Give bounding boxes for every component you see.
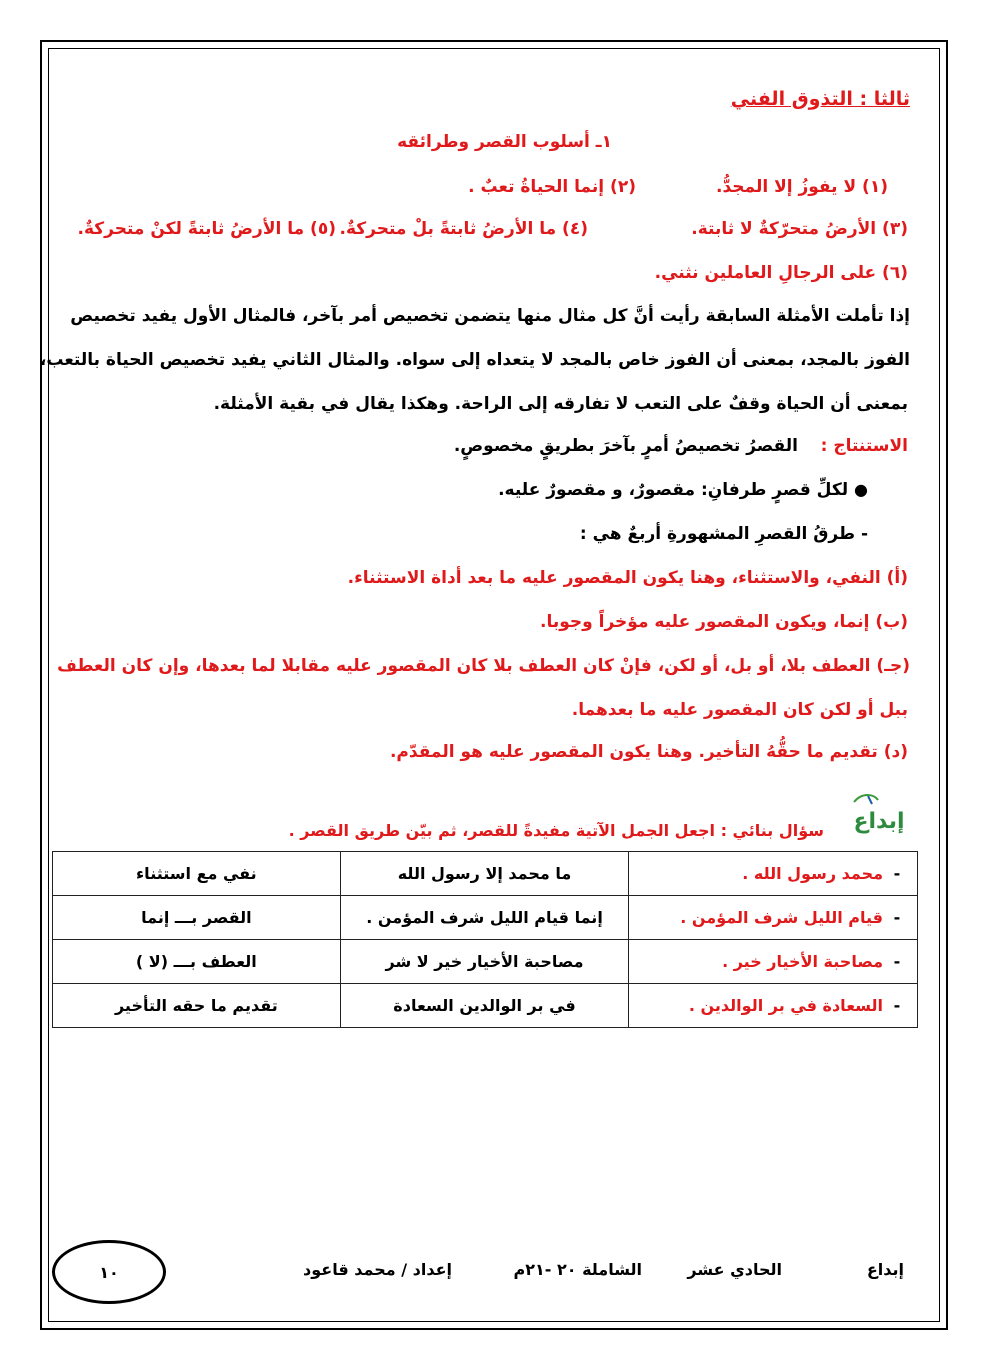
explanation-line-3: بمعنى أن الحياة وقفٌ على التعب لا تفارقه إلى الراحة. وهكذا يقال في بقية الأمثلة. <box>213 394 908 414</box>
table-cell-method: القصر بـــ إنما <box>53 896 341 940</box>
method-b: (ب) إنما، ويكون المقصور عليه مؤخراً وجوبا. <box>540 612 908 632</box>
table-cell-answer: مصاحبة الأخيار خير لا شر <box>340 940 629 984</box>
subsection-title: ١ـ أسلوب القصر وطرائقه <box>397 132 612 152</box>
ibdaa-logo <box>848 790 910 838</box>
method-c-line-2: ببل أو لكن كان المقصور عليه ما بعدهما. <box>571 700 908 720</box>
method-c-line-1: (جـ) العطف بلا، أو بل، أو لكن، فإنْ كان العطف بلا كان المقصور عليه مقابلا لما بعدها، وإن كان العطف <box>57 656 910 676</box>
method-a: (أ) النفي، والاستثناء، وهنا يكون المقصور عليه ما بعد أداة الاستثناء. <box>347 568 908 588</box>
question-text: اجعل الجمل الآتية مفيدةً للقصر، ثم بيّن طريق القصر . <box>288 821 715 840</box>
point-1 <box>498 479 868 501</box>
table-cell-method: تقديم ما حقه التأخير <box>53 984 341 1028</box>
dash-marker: - <box>860 524 868 544</box>
point-1-text: لكلِّ قصرٍ طرفانِ: مقصورٌ، و مقصورٌ عليه. <box>498 480 849 500</box>
table-cell-sentence: -قيام الليل شرف المؤمن . <box>629 896 918 940</box>
example-3: (٣) الأرضُ متحرّكةٌ لا ثابتة. <box>691 219 908 239</box>
point-2 <box>580 523 868 545</box>
example-2: (٢) إنما الحياةُ تعبٌ . <box>468 177 636 197</box>
page-number: ١٠ <box>99 1262 119 1282</box>
question-label: سؤال بنائي : <box>720 821 824 840</box>
table-row <box>53 852 918 896</box>
explanation-line-1: إذا تأملت الأمثلة السابقة رأيت أنَّ كل مثال منها يتضمن تخصيص أمر بآخر، فالمثال الأول يفيد تخصيص <box>70 306 910 326</box>
table-cell-answer: ما محمد إلا رسول الله <box>340 852 629 896</box>
example-4: (٤) ما الأرضُ ثابتةً بلْ متحركةٌ. <box>339 219 588 239</box>
example-6: (٦) على الرجالِ العاملين نثني. <box>654 263 908 283</box>
bullet-dot: ● <box>854 480 868 499</box>
table-row <box>53 896 918 940</box>
table-cell-answer: إنما قيام الليل شرف المؤمن . <box>340 896 629 940</box>
table-row <box>53 940 918 984</box>
footer-edition: الشاملة ٢٠ -٢١م <box>513 1260 642 1279</box>
footer-author: إعداد / محمد قاعود <box>303 1260 452 1279</box>
footer-brand: إبداع <box>866 1260 904 1279</box>
table-cell-sentence: -السعادة في بر الوالدين . <box>629 984 918 1028</box>
conclusion-text: القصرُ تخصيصُ أمرٍ بآخرَ بطريقٍ مخصوصٍ. <box>453 436 798 456</box>
page-number-oval <box>52 1240 166 1304</box>
method-d: (د) تقديم ما حقُّهُ التأخير. وهنا يكون المقصور عليه هو المقدّم. <box>389 742 908 762</box>
table-cell-method: العطف بـــ (لا ) <box>53 940 341 984</box>
table-cell-sentence: -مصاحبة الأخيار خير . <box>629 940 918 984</box>
section-title: ثالثا : التذوق الفني <box>730 88 910 110</box>
example-1: (١) لا يفوزُ إلا المجدُّ. <box>716 177 888 197</box>
point-2-text: طرقُ القصرِ المشهورةِ أربعٌ هي : <box>579 524 856 544</box>
logo-text: إبداع <box>853 809 905 834</box>
explanation-line-2: الفوز بالمجد، بمعنى أن الفوز خاص بالمجد لا يتعداه إلى سواه. والمثال الثاني يفيد تخصيص الحياة بالتعب، <box>39 350 910 370</box>
exercise-table <box>52 851 918 1028</box>
table-row <box>53 984 918 1028</box>
example-5: (٥) ما الأرضُ ثابتةً لكنْ متحركةٌ. <box>77 219 336 239</box>
question <box>289 820 824 842</box>
table-cell-method: نفي مع استثناء <box>53 852 341 896</box>
table-cell-sentence: -محمد رسول الله . <box>629 852 918 896</box>
ibdaa-logo-icon <box>848 790 910 838</box>
table-cell-answer: في بر الوالدين السعادة <box>340 984 629 1028</box>
conclusion-label: الاستنتاج : <box>820 436 908 456</box>
footer-grade: الحادي عشر <box>687 1260 782 1279</box>
